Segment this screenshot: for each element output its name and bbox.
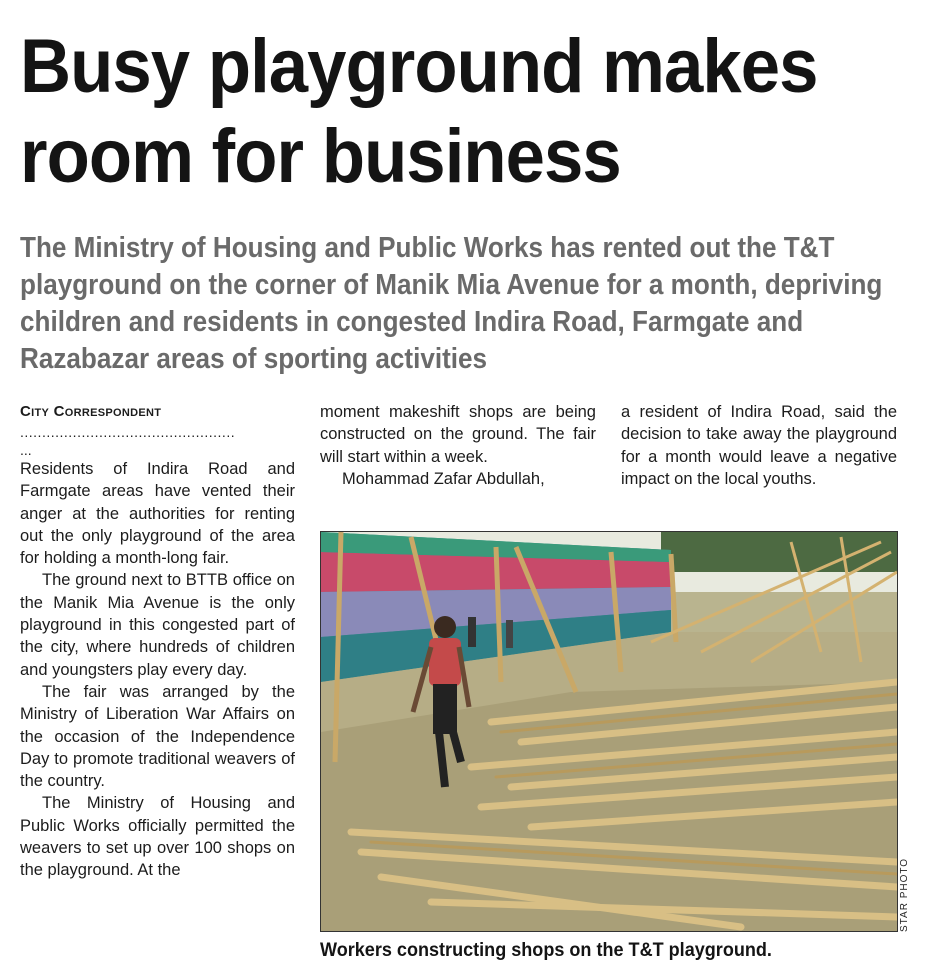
paragraph: Mohammad Zafar Abdullah, (342, 469, 545, 488)
photo-caption: Workers constructing shops on the T&T playground. (320, 940, 772, 961)
paragraph: moment makeshift shops are being constructed on the ground. The fair will start within a week. (320, 403, 596, 466)
paragraph: a resident of Indira Road, said the decision to take away the playground for a month would leave a negative impact on the local youths. (621, 403, 897, 488)
byline: City Correspondent (20, 403, 162, 420)
paragraph: Residents of Indira Road and Farmgate areas have vented their anger at the authorities for renting out the only playground of the area for holding a month-long fair. (20, 460, 295, 568)
playground-photo-illustration (321, 532, 897, 931)
paragraph: The Ministry of Housing and Public Works officially permitted the weavers to set up over 100 shops on the playground. At the (20, 794, 295, 880)
news-photo (320, 531, 898, 932)
paragraph: The fair was arranged by the Ministry of Liberation War Affairs on the occasion of the Independence Day to promote traditional weavers of the country. (20, 682, 295, 791)
column-3 (621, 401, 897, 490)
photo-credit: STAR PHOTO (899, 857, 910, 932)
headline-line-1: Busy playground makes (20, 24, 818, 109)
byline-separator: ................................................. (20, 424, 236, 440)
headline (20, 22, 848, 202)
byline-separator-tail: ... (20, 442, 32, 458)
intro-deck: The Ministry of Housing and Public Works has rented out the T&T playground on the corner of Manik Mia Avenue for a month, depriving children and residents in congested Indira Road, Farmgate and Razabazar areas of sporting activities (20, 232, 883, 375)
column-1 (20, 402, 295, 882)
headline-line-2: room for business (20, 114, 621, 199)
paragraph: The ground next to BTTB office on the Manik Mia Avenue is the only playground in this congested part of the city, where hundreds of children and youngsters play every day. (20, 571, 295, 679)
column-2 (320, 401, 596, 490)
